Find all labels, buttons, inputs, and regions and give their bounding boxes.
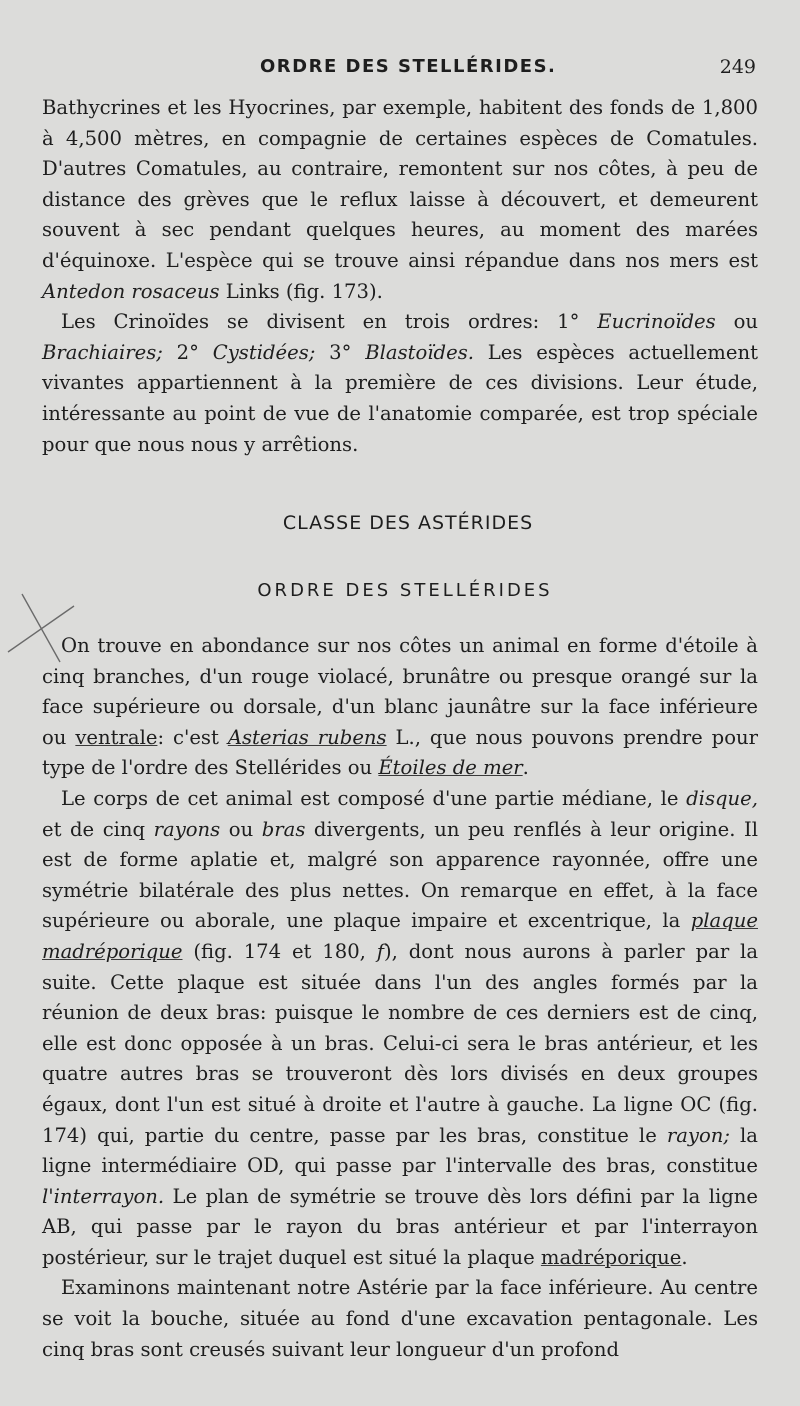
paragraph-text: Bathycrines et les Hyocrines, par exemple, habitent des fonds de 1,800 à 4,500 mètres, en compagnie de certaines espèces de Comatules. D'autres Comatules, au contraire, remontent sur nos côtes, à peu de distance des grèves que le reflux laisse à découvert, et demeurent souvent à sec pendant quelques heures, au moment des marées d'équinoxe. L'espèce qui se trouve ainsi répandue dans nos mers est — [42, 96, 758, 272]
crinoid-section — [42, 93, 758, 460]
paragraph-body-structure — [42, 784, 758, 1274]
term-bras: bras — [261, 817, 306, 841]
paragraph-text: : c'est — [157, 725, 228, 749]
paragraph-text: (fig. 174 et 180, — [182, 939, 377, 963]
class-heading: CLASSE DES ASTÉRIDES — [282, 512, 534, 534]
order-heading: ORDRE DES STELLÉRIDES — [257, 580, 553, 601]
paragraph-orders — [42, 307, 758, 460]
term-plaque: plaque madréporique — [42, 909, 758, 963]
paragraph-text: divergents, un peu renflés à leur origine. Il est de forme aplatie et, malgré son apparence rayonnée, offre une symétrie bilatérale des plus nettes. On remarque en effet, à la face supérieure ou aborale, une plaque impaire et excentrique, la — [42, 817, 758, 933]
paragraph-text: 3° — [315, 340, 366, 364]
paragraph-text: Le plan de symétrie se trouve dès lors défini par la ligne AB, qui passe par le rayon du bras antérieur et par l'interrayon postérieur, sur le trajet duquel est situé la plaque — [42, 1184, 758, 1269]
paragraph-text: . — [522, 756, 529, 780]
paragraph-intro — [42, 631, 758, 784]
species-name: Antedon rosaceus — [42, 279, 220, 303]
term-interrayon: l'interrayon. — [42, 1184, 165, 1208]
paragraph-text: la ligne intermédiaire OD, qui passe par l'intervalle des bras, constitue — [42, 1123, 758, 1178]
stelleride-section — [42, 631, 758, 1365]
running-title: ORDRE DES STELLÉRIDES. — [260, 56, 557, 77]
page-number: 249 — [719, 56, 756, 78]
paragraph-text: ), dont nous aurons à parler par la suite. Cette plaque est située dans l'un des angles formés par la réunion de deux bras: puisque le nombre de ces derniers est de cinq, elle est donc opposée à un bras. Celui-ci sera le bras antérieur, et les quatre autres bras se trouveront dès lors divisés en deux groupes égaux, dont l'un est situé à droite et l'autre à gauche. La ligne OC (fig. 174) qui, partie du centre, passe par les bras, constitue le — [42, 939, 758, 1147]
term-etoiles: Étoiles de mer — [378, 756, 523, 780]
paragraph-text: Les espèces actuellement vivantes appartiennent à la première de ces divisions. Leur étude, intéressante au point de vue de l'anatomie comparée, est trop spéciale pour que nous nous y arrêtions. — [42, 340, 758, 456]
term-rayon: rayon; — [666, 1123, 730, 1147]
paragraph-text: 2° — [162, 340, 213, 364]
paragraph-text: Les Crinoïdes se divisent en trois ordres: 1° — [61, 310, 598, 334]
paragraph-underside: Examinons maintenant notre Astérie par la face inférieure. Au centre se voit la bouche, située au fond d'une excavation pentagonale. Les cinq bras sont creusés suivant leur longueur d'un profond — [42, 1276, 758, 1361]
term-brachiaires: Brachiaires; — [42, 340, 163, 364]
paragraph-text: Le corps de cet animal est composé d'une partie médiane, le — [61, 786, 687, 810]
paragraph-text: L., que nous pouvons prendre pour type de l'ordre des Stellérides ou — [42, 725, 758, 780]
running-head — [0, 56, 800, 86]
paragraph-text: . — [681, 1245, 688, 1269]
paragraph-text: ou — [220, 817, 262, 841]
term-disque: disque, — [686, 786, 758, 810]
term-rayons: rayons — [153, 817, 221, 841]
paragraph-text: Links (fig. 173). — [219, 279, 383, 303]
species-name: Asterias rubens — [227, 725, 387, 749]
term-f: f — [376, 939, 385, 963]
paragraph-text: et de cinq — [42, 817, 154, 841]
term-blastoides: Blastoïdes. — [365, 340, 474, 364]
term-eucrinoides: Eucrinoïdes — [597, 310, 716, 334]
term-madreporique: madréporique — [540, 1245, 682, 1269]
term-ventrale: ventrale — [75, 725, 158, 749]
term-cystidees: Cystidées; — [212, 340, 316, 364]
paragraph-habitat — [42, 93, 758, 307]
paragraph-text: On trouve en abondance sur nos côtes un animal en forme d'étoile à cinq branches, d'un rouge violacé, brunâtre ou presque orangé sur la face supérieure ou dorsale, d'un blanc jaunâtre sur la face inférieure ou — [42, 634, 758, 749]
paragraph-text: ou — [715, 310, 758, 334]
